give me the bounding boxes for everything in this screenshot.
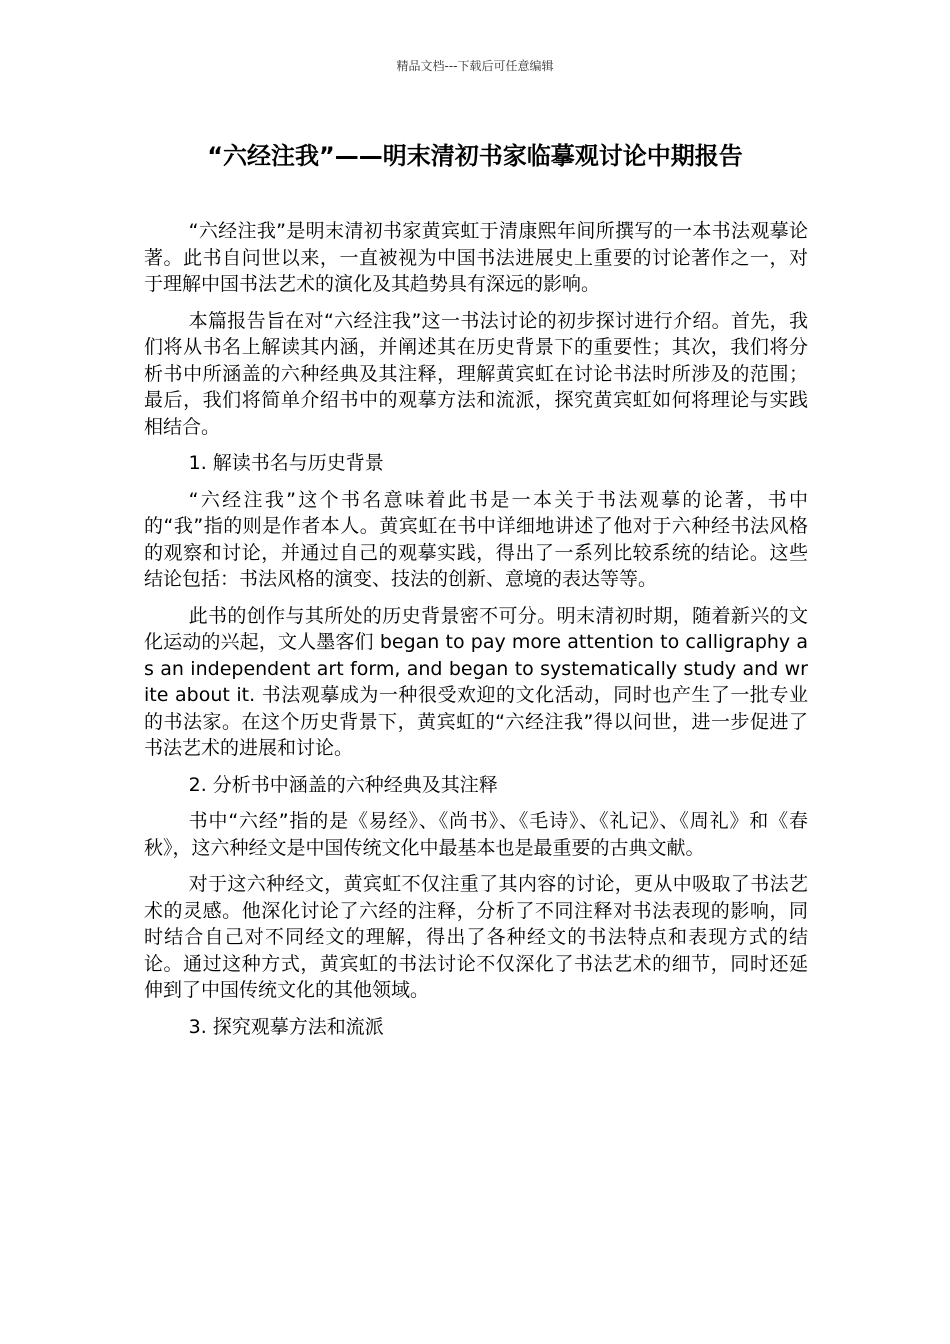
document-body bbox=[144, 218, 808, 1050]
section-2-heading: 2. 分析书中涵盖的六种经典及其注释 bbox=[188, 773, 498, 796]
section-3-heading: 3. 探究观摹方法和流派 bbox=[188, 1015, 384, 1038]
section-1-paragraph-1: “六经注我”这个书名意味着此书是一本关于书法观摹的论著，书中的“我”指的则是作者本人。黄宾虹在书中详细地讲述了他对于六种经书法风格的观察和讨论，并通过自己的观摹实践，得出了一系列比较系统的结论。这些结论包括：书法风格的演变、技法的创新、意境的表达等等。 bbox=[144, 488, 808, 590]
document-title: “六经注我”——明末清初书家临摹观讨论中期报告 bbox=[207, 142, 743, 170]
section-2-paragraph-2: 对于这六种经文，黄宾虹不仅注重了其内容的讨论，更从中吸取了书法艺术的灵感。他深化讨论了六经的注释，分析了不同注释对书法表现的影响，同时结合自己对不同经文的理解，得出了各种经文的书法特点和表现方式的结论。通过这种方式，黄宾虹的书法讨论不仅深化了书法艺术的细节，同时还延伸到了中国传统文化的其他领域。 bbox=[144, 873, 808, 1001]
intro-paragraph-2: 本篇报告旨在对“六经注我”这一书法讨论的初步探讨进行介绍。首先，我们将从书名上解读其内涵，并阐述其在历史背景下的重要性；其次，我们将分析书中所涵盖的六种经典及其注释，理解黄宾虹在讨论书法时所涉及的范围；最后，我们将简单介绍书中的观摹方法和流派，探究黄宾虹如何将理论与实践相结合。 bbox=[144, 309, 808, 438]
section-1-heading: 1. 解读书名与历史背景 bbox=[188, 452, 384, 474]
section-1-paragraph-2: 此书的创作与其所处的历史背景密不可分。明末清初时期，随着新兴的文化运动的兴起，文人墨客们 began to pay more attention to calligraphy as an independent art form, and began to systematically study and write about it. 书法观摹成为一种很受欢迎的文化活动，同时也产生了一批专业的书法家。在这个历史背景下，黄宾虹的“六经注我”得以问世，进一步促进了书法艺术的进展和讨论。 bbox=[144, 604, 808, 759]
section-2-paragraph-1: 书中“六经”指的是《易经》、《尚书》、《毛诗》、《礼记》、《周礼》和《春秋》，这六种经文是中国传统文化中最基本也是最重要的古典文献。 bbox=[144, 810, 808, 859]
header-note: 精品文档---下载后可任意编辑 bbox=[396, 59, 554, 73]
intro-paragraph-1: “六经注我”是明末清初书家黄宾虹于清康熙年间所撰写的一本书法观摹论著。此书自问世以来，一直被视为中国书法进展史上重要的讨论著作之一，对于理解中国书法艺术的演化及其趋势具有深远的影响。 bbox=[144, 220, 808, 295]
